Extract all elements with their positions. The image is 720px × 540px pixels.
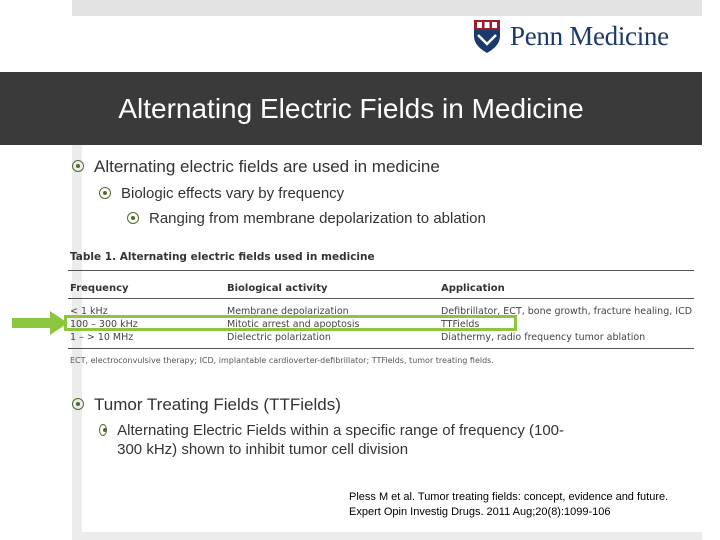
bullet-icon xyxy=(127,212,139,224)
bullet-icon xyxy=(72,398,84,410)
bottom-decoration-bar xyxy=(72,532,702,540)
table-rule xyxy=(68,270,694,271)
logo-text: Penn Medicine xyxy=(510,20,669,51)
table-footnote: ECT, electroconvulsive therapy; ICD, implantable cardioverter-defibrillator; TTFields, tumor treating fields. xyxy=(70,356,494,365)
reference-citation xyxy=(349,490,668,520)
bullet-level-1 xyxy=(72,157,440,176)
table-cell: Membrane depolarization xyxy=(227,306,349,317)
bullet-icon xyxy=(99,424,107,436)
table-cell: Diathermy, radio frequency tumor ablation xyxy=(441,332,646,343)
table-title: Table 1. Alternating electric fields used in medicine xyxy=(70,251,375,263)
table-rule xyxy=(68,348,694,349)
top-decoration-bar xyxy=(72,0,702,16)
bullet-level-3 xyxy=(127,209,486,228)
penn-shield-icon xyxy=(472,18,502,54)
table-cell: 1 – > 10 MHz xyxy=(70,332,134,343)
bullet-level-2 xyxy=(99,421,569,459)
table-cell: Defibrillator, ECT, bone growth, fracture healing, ICD xyxy=(441,306,693,317)
title-banner xyxy=(0,72,702,145)
table-cell: < 1 kHz xyxy=(70,306,108,317)
bullet-text: Ranging from membrane depolarization to ablation xyxy=(149,210,486,227)
table-cell: Dielectric polarization xyxy=(227,332,331,343)
table-cell: TTFields xyxy=(441,319,480,330)
table-cell: 100 – 300 kHz xyxy=(70,319,138,330)
table-rule xyxy=(68,298,694,299)
bullet-icon xyxy=(99,187,111,199)
reference-line-1: Pless M et al. Tumor treating fields: concept, evidence and future. xyxy=(349,491,669,503)
bullet-text: Alternating electric fields are used in medicine xyxy=(94,157,440,176)
slide-title: Alternating Electric Fields in Medicine xyxy=(118,92,584,124)
table-header-application: Application xyxy=(441,283,505,294)
table-cell: Mitotic arrest and apoptosis xyxy=(227,319,360,330)
highlight-box xyxy=(64,315,517,331)
arrow-right-icon xyxy=(12,311,68,335)
table-header-activity: Biological activity xyxy=(227,283,328,294)
reference-line-2: Expert Opin Investig Drugs. 2011 Aug;20(8):1099-106 xyxy=(349,506,611,518)
bullet-level-1 xyxy=(72,395,341,414)
bullet-level-2 xyxy=(99,184,344,203)
bullet-text: Biologic effects vary by frequency xyxy=(121,185,345,202)
bullet-text: Alternating Electric Fields within a specific range of frequency (100-300 kHz) shown to inhibit tumor cell division xyxy=(117,422,565,458)
table-header-frequency: Frequency xyxy=(70,283,129,294)
penn-medicine-logo xyxy=(472,16,702,56)
bullet-icon xyxy=(72,160,84,172)
frequency-table xyxy=(68,250,696,370)
bullet-text: Tumor Treating Fields (TTFields) xyxy=(94,395,341,414)
